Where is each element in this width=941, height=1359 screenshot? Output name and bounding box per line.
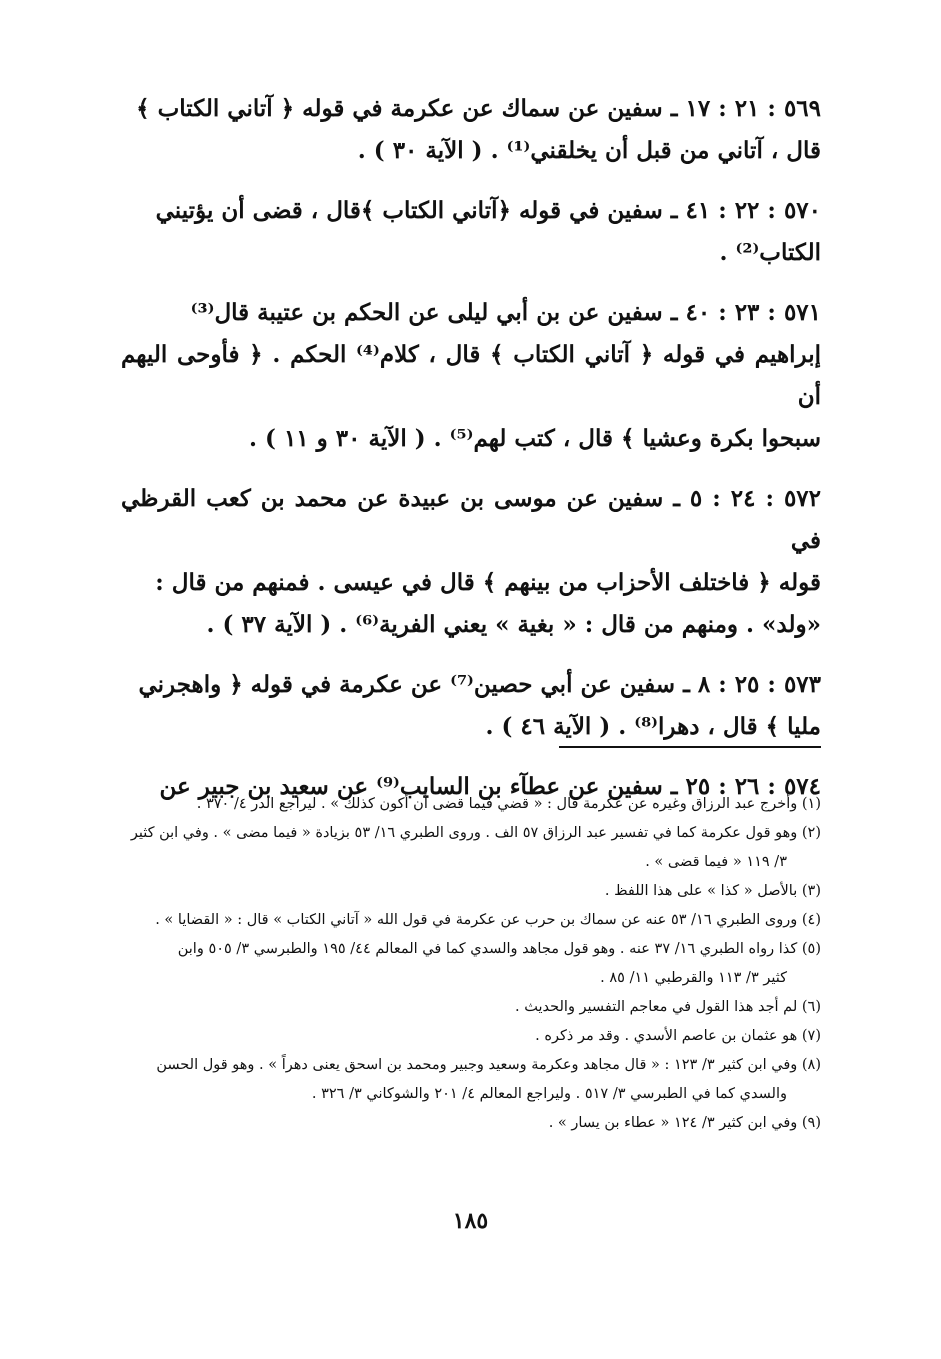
footnote-4 <box>121 906 821 935</box>
footnote-5 <box>121 935 821 993</box>
footnote-text: (١) وأخرج عبد الرزاق وغيره عن عكرمة قال : « قضي فيما قضى أن أكون كذلك » . ليراجع الدر ٤/ ٣٧٠ . <box>196 796 821 812</box>
footnote-continuation: ٣/ ١١٩ « فيما قضى » . <box>645 854 787 870</box>
footnote-6 <box>121 993 821 1022</box>
entry-line: ٥٧٢ : ٢٤ : ٥ ـ سفين عن موسى بن عبيدة عن محمد بن كعب القرظي في <box>121 485 821 554</box>
entry-line: الكتاب⁽²⁾ . <box>719 239 821 266</box>
main-text <box>121 88 821 826</box>
footnote-9 <box>121 1109 821 1138</box>
footnote-divider <box>559 746 821 748</box>
entry-572 <box>121 478 821 646</box>
footnote-continuation: والسدي كما في الطبرسي ٣/ ٥١٧ . وليراجع المعالم ٤/ ٢٠١ والشوكاني ٣/ ٣٢٦ . <box>311 1086 787 1102</box>
footnote-7 <box>121 1022 821 1051</box>
entry-line: قوله ﴿ فاختلف الأحزاب من بينهم ﴾ قال في عيسى . فمنهم من قال : <box>155 569 821 596</box>
footnote-text: (٤) وروى الطبري ١٦/ ٥٣ عنه عن سماك بن حرب عن عكرمة في قول الله « آتاني الكتاب » قال : « القضايا » . <box>155 912 821 928</box>
entry-569 <box>121 88 821 172</box>
entry-line: ٥٧١ : ٢٣ : ٤٠ ـ سفين عن بن أبي ليلى عن الحكم بن عتيبة قال⁽³⁾ <box>190 299 821 326</box>
entry-570 <box>121 190 821 274</box>
footnote-2 <box>121 819 821 877</box>
entry-571 <box>121 292 821 460</box>
footnote-text: (٦) لم أجد هذا القول في معاجم التفسير والحديث . <box>515 999 821 1015</box>
footnotes <box>121 790 821 1138</box>
footnote-text: (٧) هو عثمان بن عاصم الأسدي . وقد مر ذكره . <box>535 1028 821 1044</box>
entry-line: «ولد» . ومنهم من قال : « بغية » يعني الفرية⁽⁶⁾ . ( الآية ٣٧ ) . <box>206 611 821 638</box>
footnote-text: (٥) كذا رواه الطبري ١٦/ ٣٧ عنه . وهو قول مجاهد والسدي كما في المعالم ٤٤/ ١٩٥ والطبرسي ٣/ ٥٠٥ وابن <box>177 941 821 957</box>
entry-line: سبحوا بكرة وعشيا ﴾ قال ، كتب لهم⁽⁵⁾ . ( الآية ٣٠ و ١١ ) . <box>249 425 821 452</box>
footnote-continuation: كثير ٣/ ١١٣ والقرطبي ١١/ ٨٥ . <box>600 970 787 986</box>
entry-line: ٥٦٩ : ٢١ : ١٧ ـ سفين عن سماك عن عكرمة في قوله ﴿ آتاني الكتاب ﴾ <box>136 95 821 122</box>
footnote-text: (٨) وفي ابن كثير ٣/ ١٢٣ : « قال مجاهد وعكرمة وسعيد وجبير ومحمد بن اسحق يعنى دهراً » . وهو قول الحسن <box>156 1057 821 1073</box>
entry-line: مليا ﴾ قال ، دهرا⁽⁸⁾ . ( الآية ٤٦ ) . <box>485 713 821 740</box>
entry-line: إبراهيم في قوله ﴿ آتاني الكتاب ﴾ قال ، كلام⁽⁴⁾ الحكم . ﴿ فأوحى اليهم أن <box>121 341 821 410</box>
entry-line: قال ، آتاني من قبل أن يخلقني⁽¹⁾ . ( الآية ٣٠ ) . <box>357 137 821 164</box>
entry-573 <box>121 664 821 748</box>
footnote-8 <box>121 1051 821 1109</box>
page-number: ١٨٥ <box>452 1208 489 1234</box>
footnote-1 <box>121 790 821 819</box>
entry-line: ٥٧٣ : ٢٥ : ٨ ـ سفين عن أبي حصين⁽⁷⁾ عن عكرمة في قوله ﴿ واهجرني <box>138 671 821 698</box>
entry-line: ٥٧٠ : ٢٢ : ٤١ ـ سفين في قوله ﴿آتاني الكتاب ﴾قال ، قضى أن يؤتيني <box>155 197 821 224</box>
footnote-3 <box>121 877 821 906</box>
footnote-text: (٢) وهو قول عكرمة كما في تفسير عبد الرزاق ٥٧ الف . وروى الطبري ١٦/ ٥٣ بزيادة « فيما مضى » . وفي ابن كثير <box>130 825 821 841</box>
footnote-text: (٩) وفي ابن كثير ٣/ ١٢٤ « عطاء بن يسار » . <box>548 1115 821 1131</box>
footnote-text: (٣) بالأصل « كذا » على هذا اللفظ . <box>604 883 821 899</box>
entry-line: ٥٧٤ : ٢٦ : ٢٥ ـ سفين عن عطآء بن السايب⁽⁹⁾ عن سعيد بن جبير عن <box>159 773 821 800</box>
